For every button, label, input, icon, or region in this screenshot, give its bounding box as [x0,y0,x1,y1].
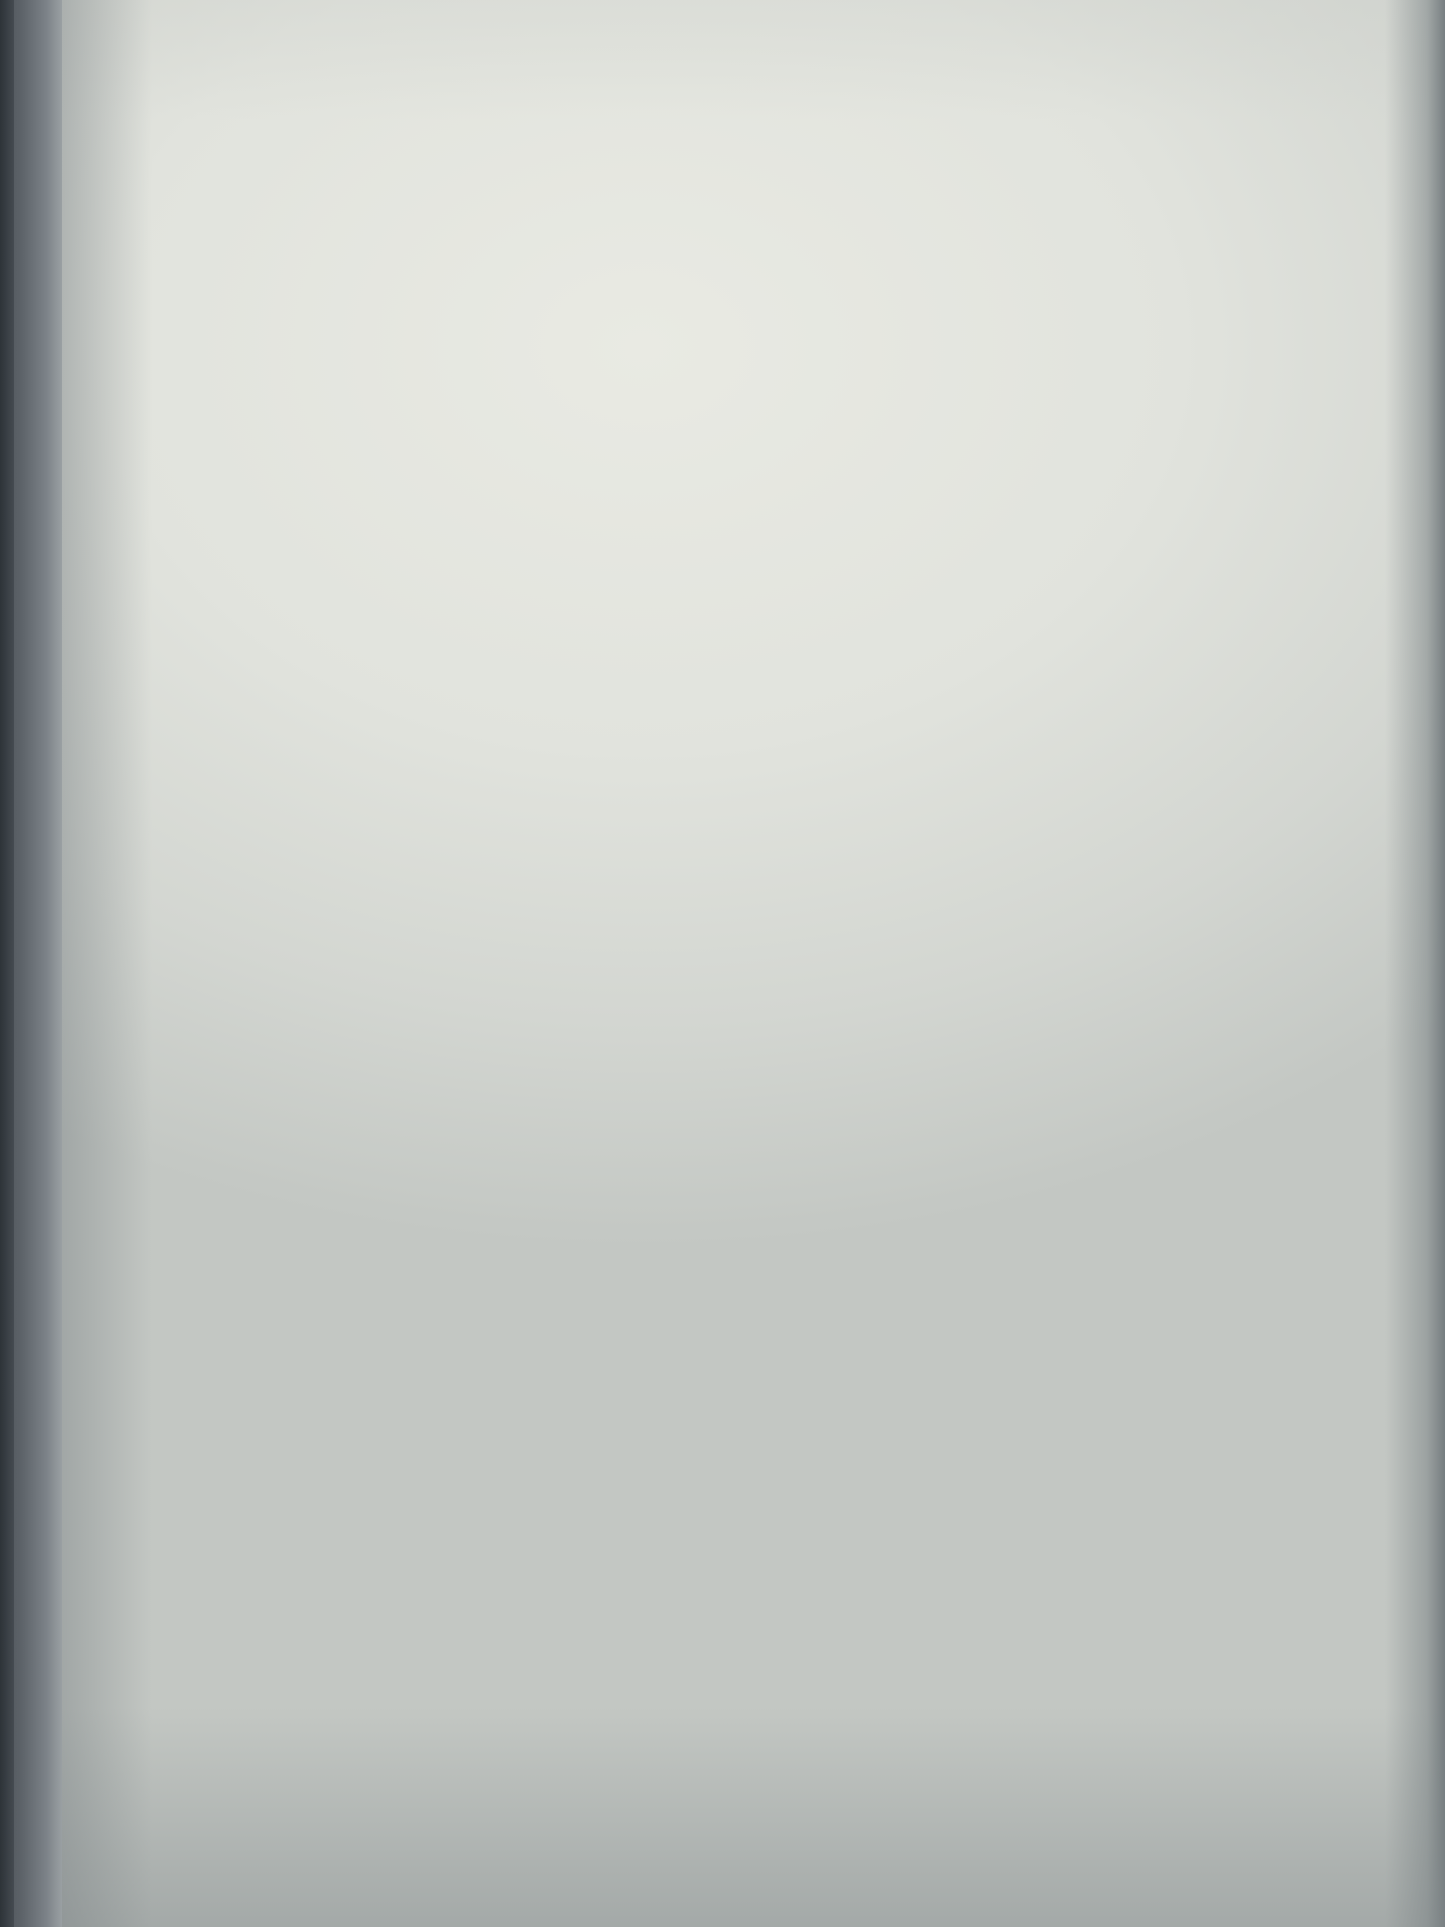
paper-bottom-shade [62,1707,1445,1927]
page-paper [62,0,1445,1927]
letter-index-grid [151,266,1329,277]
paper-top-shade [62,0,1445,120]
table-of-contents [139,256,1329,295]
paper-left-shade [62,0,152,1927]
toc-entries-bottom [139,284,1329,295]
binding-shadow [0,0,14,1927]
paper-right-shade [1385,0,1445,1927]
page-content [62,0,1445,1927]
toc-entries-top [139,256,1329,267]
